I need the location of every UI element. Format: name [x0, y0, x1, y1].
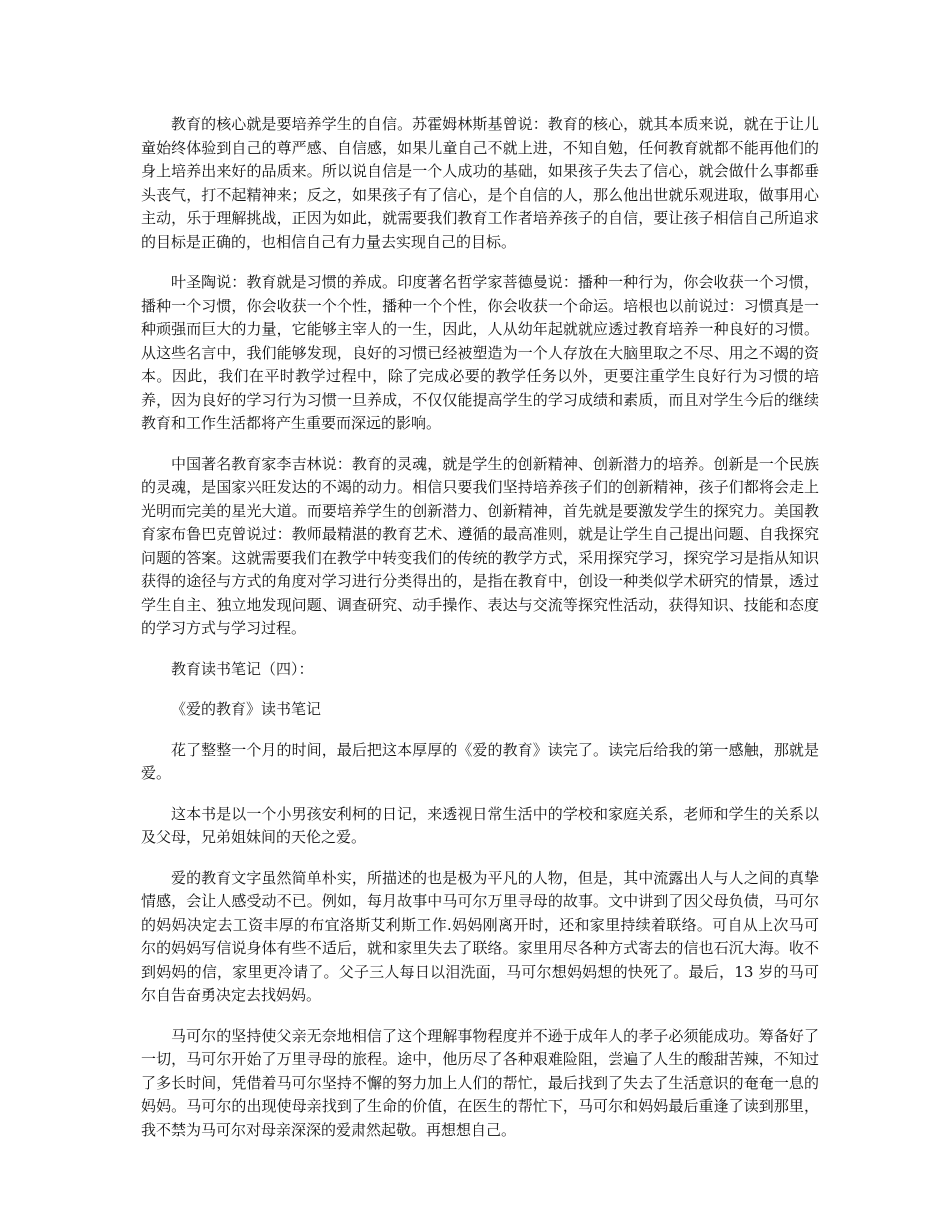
paragraph-marco-story: 爱的教育文字虽然简单朴实，所描述的也是极为平凡的人物，但是，其中流露出人与人之间的真挚情感，会让人感受动不已。例如，每月故事中马可尔万里寻母的故事。文中讲到了因父母负债，马可尔的妈妈决定去工资丰厚的布宜洛斯艾利斯工作.妈妈刚离开时，还和家里持续着联络。可自从上次马可尔的妈妈写信说身体有些不适后，就和家里失去了联络。家里用尽各种方式寄去的信也石沉大海。收不到妈妈的信，家里更冷请了。父子三人每日以泪洗面，马可尔想妈妈想的快死了。最后，13 岁的马可尔自告奋勇决定去找妈妈。	[141, 868, 819, 1004]
paragraph-first-impression: 花了整整一个月的时间，最后把这本厚厚的《爱的教育》读完了。读完后给我的第一感触，那就是爱。	[141, 740, 819, 782]
document-body	[141, 113, 819, 1159]
paragraph-book-summary: 这本书是以一个小男孩安利柯的日记，来透视日常生活中的学校和家庭关系，老师和学生的关系以及父母，兄弟姐妹间的天伦之爱。	[141, 804, 819, 846]
paragraph-innovation: 中国著名教育家李吉林说：教育的灵魂，就是学生的创新精神、创新潜力的培养。创新是一个民族的灵魂，是国家兴旺发达的不竭的动力。相信只要我们坚持培养孩子们的创新精神，孩子们都将会走上光明而完美的星光大道。而要培养学生的创新潜力、创新精神，首先就是要激发学生的探究力。美国教育家布鲁巴克曾说过：教师最精湛的教育艺术、遵循的最高准则，就是让学生自己提出问题、自我探究问题的答案。这就需要我们在教学中转变我们的传统的教学方式，采用探究学习，探究学习是指从知识获得的途径与方式的角度对学习进行分类得出的，是指在教育中，创设一种类似学术研究的情景，透过学生自主、独立地发现问题、调查研究、动手操作、表达与交流等探究性活动，获得知识、技能和态度的学习方式与学习过程。	[141, 454, 819, 637]
paragraph-education-core: 教育的核心就是要培养学生的自信。苏霍姆林斯基曾说：教育的核心，就其本质来说，就在于让儿童始终体验到自己的尊严感、自信感，如果儿童自己不就上进，不知自勉，任何教育就都不能再他们的身上培养出来好的品质来。所以说自信是一个人成功的基础，如果孩子失去了信心，就会做什么事都垂头丧气，打不起精神来；反之，如果孩子有了信心，是个自信的人，那么他出世就乐观进取，做事用心主动，乐于理解挑战，正因为如此，就需要我们教育工作者培养孩子的自信，要让孩子相信自己所追求的目标是正确的，也相信自己有力量去实现自己的目标。	[141, 115, 819, 251]
paragraph-habit: 叶圣陶说：教育就是习惯的养成。印度著名哲学家菩德曼说：播种一种行为，你会收获一个习惯，播种一个习惯，你会收获一个个性，播种一个个性，你会收获一个命运。培根也以前说过：习惯真是一种顽强而巨大的力量，它能够主宰人的一生，因此，人从幼年起就就应透过教育培养一种良好的习惯。从这些名言中，我们能够发现，良好的习惯已经被塑造为一个人存放在大脑里取之不尽、用之不竭的资本。因此，我们在平时教学过程中，除了完成必要的教学任务以外，更要注重学生良好行为习惯的培养，因为良好的学习行为习惯一旦养成，不仅仅能提高学生的学习成绩和素质，而且对学生今后的继续教育和工作生活都将产生重要而深远的影响。	[141, 273, 819, 432]
paragraph-marco-journey: 马可尔的坚持使父亲无奈地相信了这个理解事物程度并不逊于成年人的孝子必须能成功。筹备好了一切，马可尔开始了万里寻母的旅程。途中，他历尽了各种艰难险阻，尝遍了人生的酸甜苦辣，不知过了多长时间，凭借着马可尔坚持不懈的努力加上人们的帮忙，最后找到了失去了生活意识的奄奄一息的妈妈。马可尔的出现使母亲找到了生命的价值，在医生的帮忙下，马可尔和妈妈最后重逢了读到那里，我不禁为马可尔对母亲深深的爱肃然起敬。再想想自己。	[141, 1026, 819, 1139]
section-subheading: 《爱的教育》读书笔记	[171, 700, 322, 718]
section-heading: 教育读书笔记（四）：	[171, 659, 314, 678]
